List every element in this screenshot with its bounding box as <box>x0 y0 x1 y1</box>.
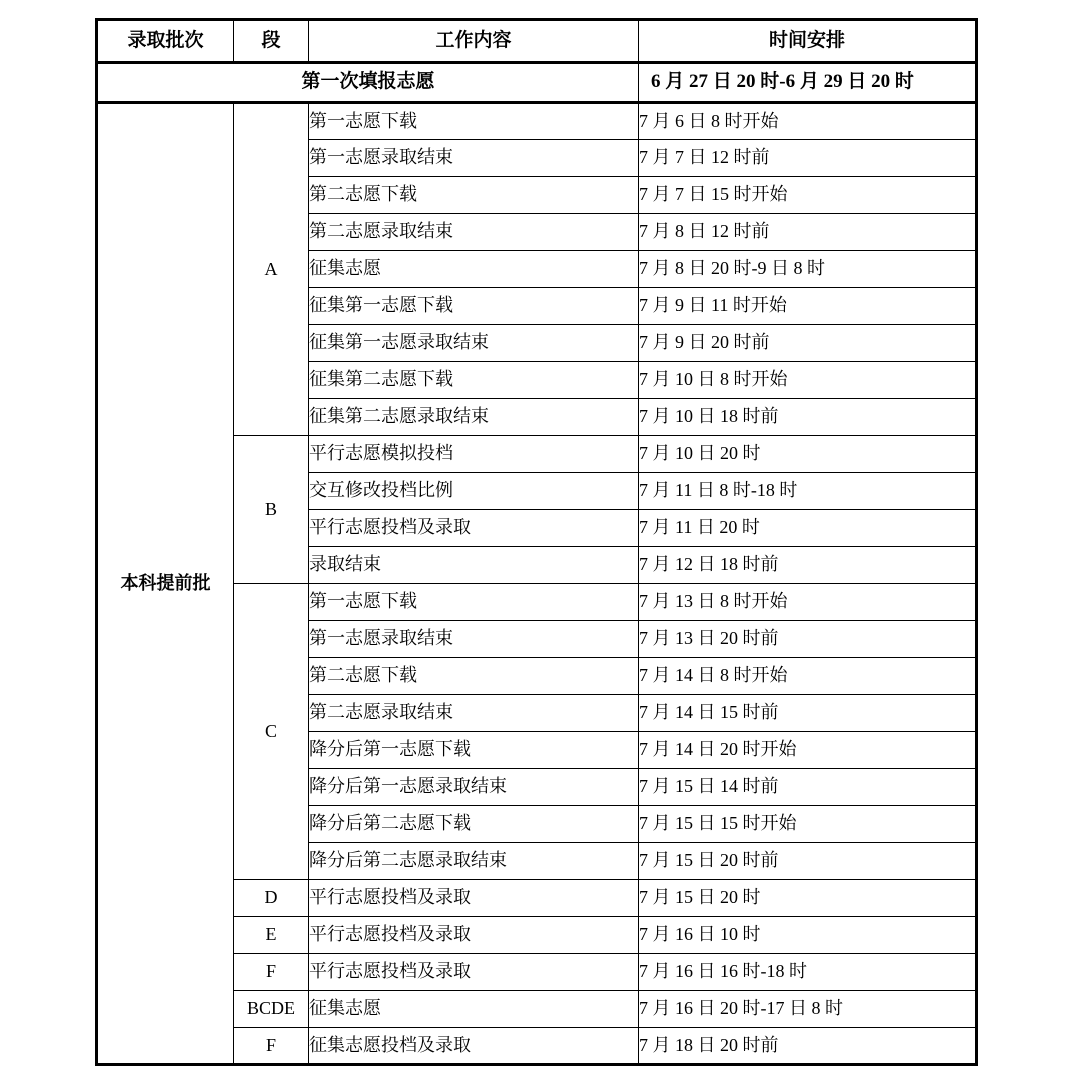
time-cell: 7 月 7 日 15 时开始 <box>639 177 977 214</box>
work-content-cell: 征集第一志愿下载 <box>309 288 639 325</box>
header-work-content: 工作内容 <box>309 20 639 63</box>
segment-label: F <box>234 1028 309 1065</box>
time-cell: 7 月 10 日 20 时 <box>639 436 977 473</box>
admission-schedule-table <box>95 18 978 1066</box>
segment-label: E <box>234 917 309 954</box>
time-cell: 7 月 9 日 11 时开始 <box>639 288 977 325</box>
table-header-row <box>97 20 977 63</box>
work-content-cell: 第二志愿下载 <box>309 177 639 214</box>
work-content-cell: 第一志愿下载 <box>309 103 639 140</box>
time-cell: 7 月 15 日 20 时前 <box>639 843 977 880</box>
work-content-cell: 平行志愿投档及录取 <box>309 954 639 991</box>
time-cell: 7 月 15 日 20 时 <box>639 880 977 917</box>
work-content-cell: 征集第二志愿下载 <box>309 362 639 399</box>
time-cell: 7 月 11 日 8 时-18 时 <box>639 473 977 510</box>
table-row <box>97 103 977 140</box>
work-content-cell: 交互修改投档比例 <box>309 473 639 510</box>
time-cell: 7 月 9 日 20 时前 <box>639 325 977 362</box>
batch-label: 本科提前批 <box>97 103 234 1065</box>
time-cell: 7 月 8 日 20 时-9 日 8 时 <box>639 251 977 288</box>
work-content-cell: 平行志愿模拟投档 <box>309 436 639 473</box>
work-content-cell: 第二志愿下载 <box>309 658 639 695</box>
work-content-cell: 征集第一志愿录取结束 <box>309 325 639 362</box>
time-cell: 7 月 7 日 12 时前 <box>639 140 977 177</box>
header-batch: 录取批次 <box>97 20 234 63</box>
time-cell: 7 月 13 日 8 时开始 <box>639 584 977 621</box>
segment-label: F <box>234 954 309 991</box>
time-cell: 7 月 11 日 20 时 <box>639 510 977 547</box>
time-cell: 7 月 15 日 14 时前 <box>639 769 977 806</box>
segment-label: C <box>234 584 309 880</box>
time-cell: 7 月 14 日 20 时开始 <box>639 732 977 769</box>
segment-label: BCDE <box>234 991 309 1028</box>
work-content-cell: 第一志愿下载 <box>309 584 639 621</box>
time-cell: 7 月 16 日 16 时-18 时 <box>639 954 977 991</box>
work-content-cell: 降分后第二志愿录取结束 <box>309 843 639 880</box>
schedule-body <box>97 103 977 1065</box>
work-content-cell: 平行志愿投档及录取 <box>309 510 639 547</box>
work-content-cell: 征集第二志愿录取结束 <box>309 399 639 436</box>
header-segment: 段 <box>234 20 309 63</box>
time-cell: 7 月 14 日 15 时前 <box>639 695 977 732</box>
time-cell: 7 月 16 日 10 时 <box>639 917 977 954</box>
header-time: 时间安排 <box>639 20 977 63</box>
time-cell: 7 月 14 日 8 时开始 <box>639 658 977 695</box>
segment-label: A <box>234 103 309 436</box>
work-content-cell: 录取结束 <box>309 547 639 584</box>
work-content-cell: 平行志愿投档及录取 <box>309 917 639 954</box>
first-fill-time: 6 月 27 日 20 时-6 月 29 日 20 时 <box>639 63 977 103</box>
time-cell: 7 月 18 日 20 时前 <box>639 1028 977 1065</box>
time-cell: 7 月 16 日 20 时-17 日 8 时 <box>639 991 977 1028</box>
time-cell: 7 月 10 日 8 时开始 <box>639 362 977 399</box>
time-cell: 7 月 15 日 15 时开始 <box>639 806 977 843</box>
work-content-cell: 降分后第一志愿下载 <box>309 732 639 769</box>
time-cell: 7 月 10 日 18 时前 <box>639 399 977 436</box>
segment-label: D <box>234 880 309 917</box>
work-content-cell: 征集志愿 <box>309 251 639 288</box>
time-cell: 7 月 13 日 20 时前 <box>639 621 977 658</box>
work-content-cell: 降分后第一志愿录取结束 <box>309 769 639 806</box>
work-content-cell: 第二志愿录取结束 <box>309 214 639 251</box>
time-cell: 7 月 6 日 8 时开始 <box>639 103 977 140</box>
first-fill-label: 第一次填报志愿 <box>97 63 639 103</box>
time-cell: 7 月 12 日 18 时前 <box>639 547 977 584</box>
segment-label: B <box>234 436 309 584</box>
work-content-cell: 降分后第二志愿下载 <box>309 806 639 843</box>
work-content-cell: 第一志愿录取结束 <box>309 140 639 177</box>
time-cell: 7 月 8 日 12 时前 <box>639 214 977 251</box>
work-content-cell: 征集志愿投档及录取 <box>309 1028 639 1065</box>
work-content-cell: 第二志愿录取结束 <box>309 695 639 732</box>
work-content-cell: 第一志愿录取结束 <box>309 621 639 658</box>
work-content-cell: 征集志愿 <box>309 991 639 1028</box>
work-content-cell: 平行志愿投档及录取 <box>309 880 639 917</box>
first-fill-row <box>97 63 977 103</box>
